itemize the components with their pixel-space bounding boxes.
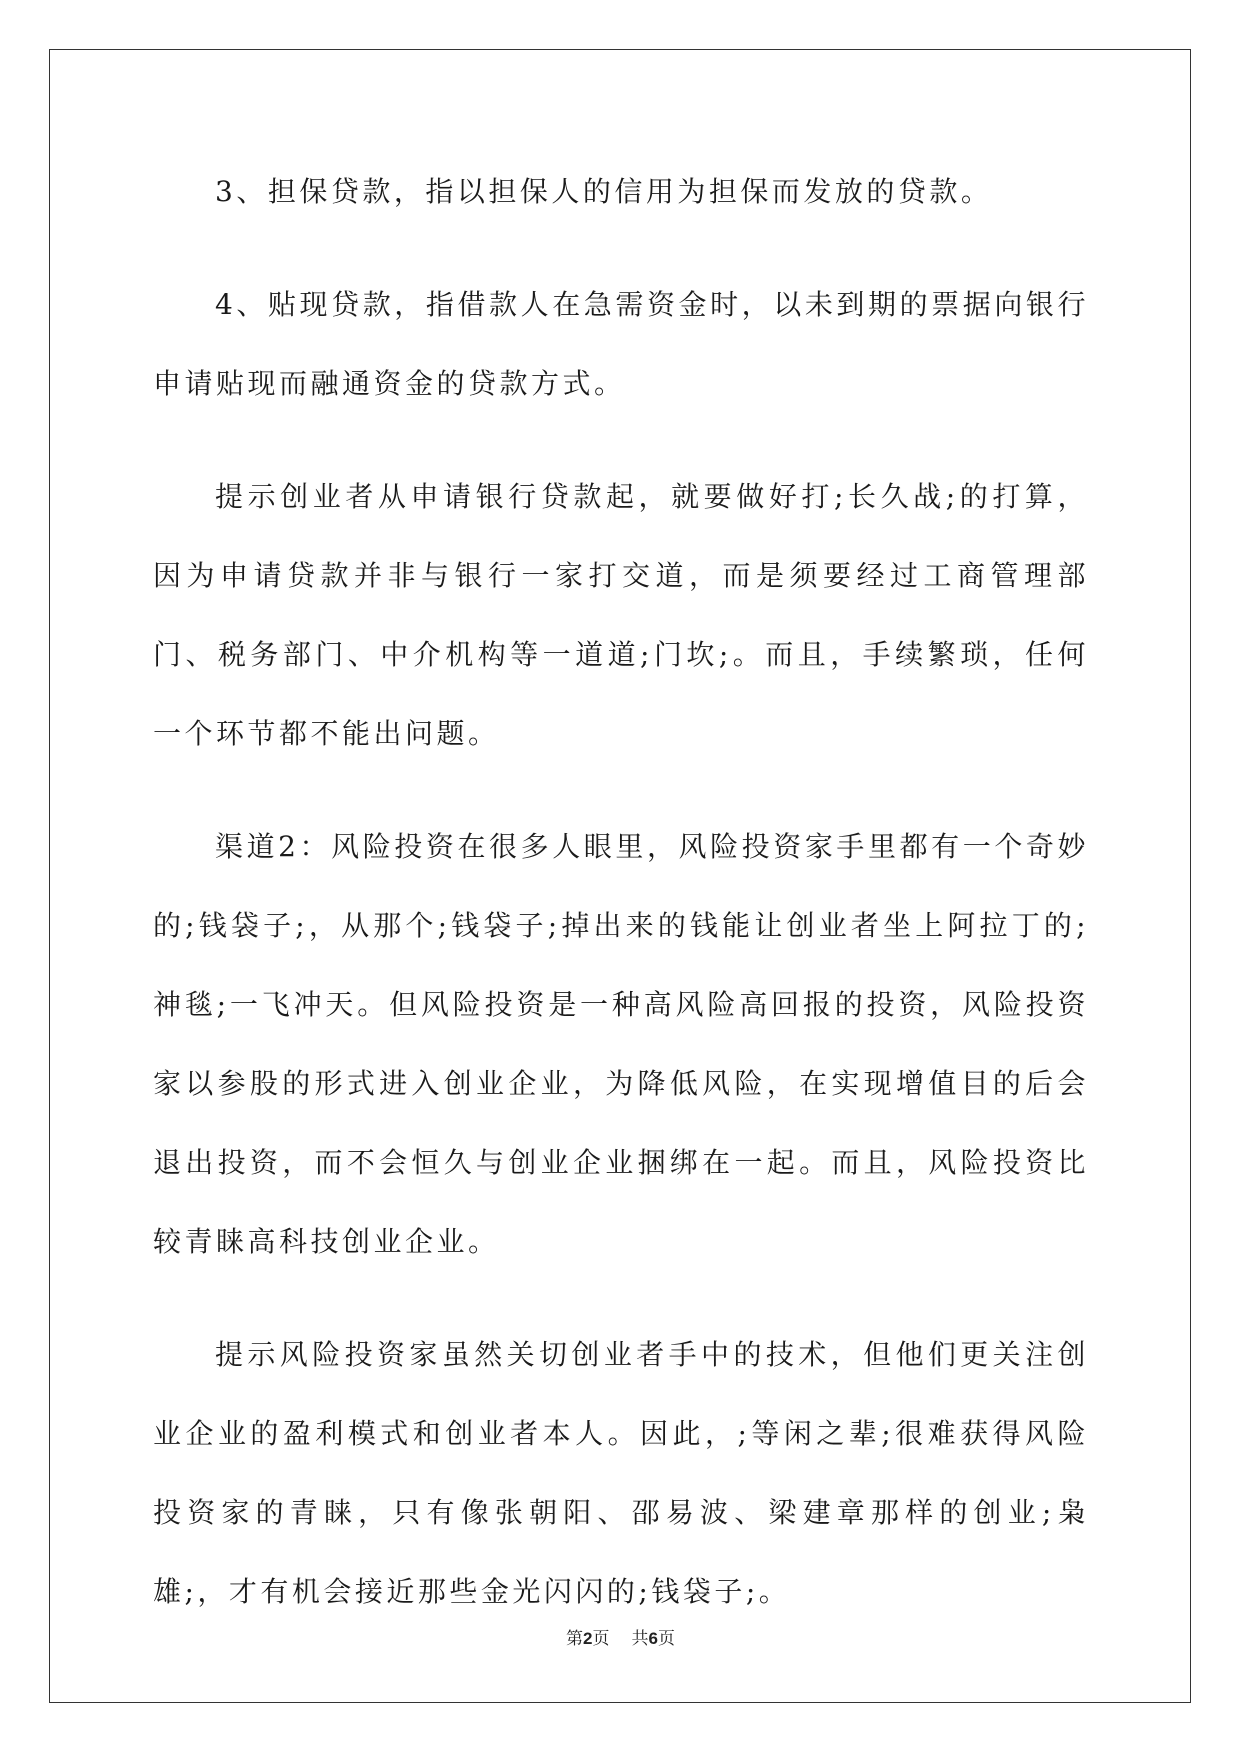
- footer-page-suffix: 页: [592, 1629, 610, 1649]
- footer-total-suffix: 页: [657, 1629, 675, 1649]
- footer-total-pages: 6: [648, 1629, 658, 1648]
- paragraph-guarantee-loan: 3、担保贷款，指以担保人的信用为担保而发放的贷款。: [215, 175, 993, 208]
- footer-page-prefix: 第: [566, 1629, 584, 1649]
- paragraph-venture-capital-tip: 提示风险投资家虽然关切创业者手中的技术，但他们更关注创业企业的盈利模式和创业者本人。因此，;等闲之辈;很难获得风险投资家的青睐，只有像张朝阳、邵易波、梁建章那样的创业;枭雄;，才有机会接近那些金光闪闪的;钱袋子;。: [153, 1338, 1089, 1608]
- document-body: [153, 152, 1089, 1665]
- paragraph-discount-loan: 4、贴现贷款，指借款人在急需资金时，以未到期的票据向银行申请贴现而融通资金的贷款方式。: [153, 288, 1089, 400]
- footer-total-prefix: 共: [631, 1629, 649, 1649]
- paragraph-bank-loan-tip: 提示创业者从申请银行贷款起，就要做好打;长久战;的打算，因为申请贷款并非与银行一家打交道，而是须要经过工商管理部门、税务部门、中介机构等一道道;门坎;。而且，手续繁琐，任何一个环节都不能出问题。: [153, 480, 1089, 750]
- footer-current-page: 2: [583, 1629, 593, 1648]
- paragraph-venture-capital: 渠道2：风险投资在很多人眼里，风险投资家手里都有一个奇妙的;钱袋子;，从那个;钱袋子;掉出来的钱能让创业者坐上阿拉丁的;神毯;一飞冲天。但风险投资是一种高风险高回报的投资，风险投资家以参股的形式进入创业企业，为降低风险，在实现增值目的后会退出投资，而不会恒久与创业企业捆绑在一起。而且，风险投资比较青睐高科技创业企业。: [153, 830, 1089, 1258]
- page-number-footer: [0, 1624, 1241, 1649]
